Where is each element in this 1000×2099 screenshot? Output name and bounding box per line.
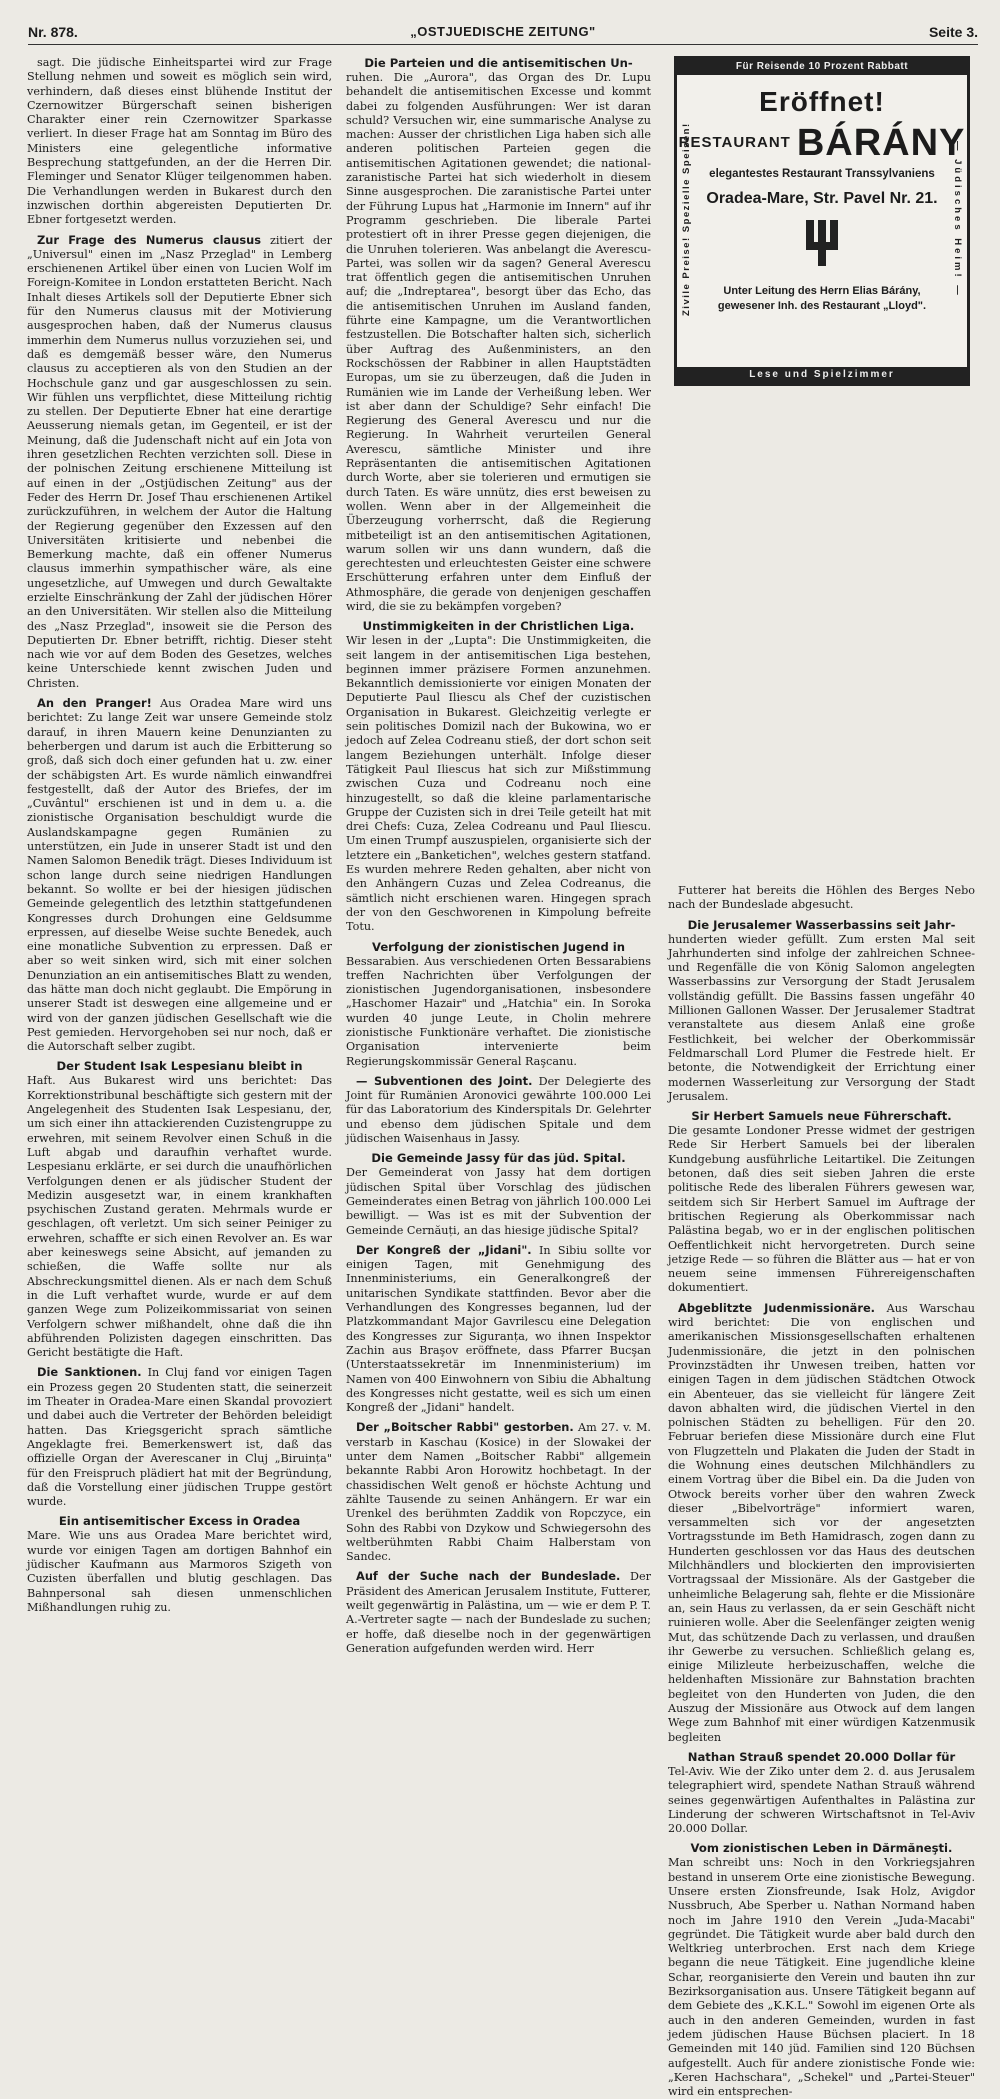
- article-text: Am 27. v. M. verstarb in Kaschau (Kosice) in der Slowakei der unter dem Namen „Boitscher Rabbi" allgemein bekannte Rabbi Aron Horowitz hochbetagt. In der chassidischen Welt genoß er höchste Achtung und zählte Tausende zu seinen Anhängern. Er war ein Urenkel des berühmten Zaddik von Ropczyce, ein Sohn des Rabbi von Dzykow und Schwiegersohn des weltberühmten Rabbi Chaim Halberstam von Sandec.: [346, 1421, 651, 1564]
- column-3-articles: [668, 884, 975, 2099]
- article: [346, 619, 651, 934]
- article-text: hunderten wieder gefüllt. Zum ersten Mal seit Jahrhunderten sind infolge der zahlreichen Schnee- und Regenfälle die von König Salomon angelegten Wasserbassins zur Versorgung der Stadt Jerusalem vollständig gefüllt. Die Bassins fassen ungefähr 40 Millionen Gallonen Wasser. Der Jerusalemer Stadtrat veranstaltete aus diesem Anlaß eine große Festlichkeit, bei welcher der Oberkommissär Feldmarschall Lord Plumer die Festrede hielt. Er betonte, die Notwendigkeit der Errichtung einer modernen Wasserleitung zur Versorgung der Stadt Jerusalem.: [668, 932, 975, 1103]
- article-text: In Cluj fand vor einigen Tagen ein Prozess gegen 20 Studenten statt, die seinerzeit im Theater in Oradea-Mare einen Skandal provoziert und dabei auch die Vertreter der Behörden beleidigt hatten. Das Kriegsgericht sprach sämtliche Angeklagte frei. Bemerkenswert ist, daß das offizielle Organ der Averescaner in Cluj „Biruința" für den Freispruch plädiert hat mit der Begründung, daß die Vorstellung einer jüdischen Truppe gestört wurde.: [27, 1366, 332, 1509]
- article: [668, 1301, 975, 1745]
- article-inline-headline: Abgeblitzte Judenmissionäre.: [678, 1300, 875, 1315]
- article-text: Tel-Aviv. Wie der Ziko unter dem 2. d. aus Jerusalem telegraphiert wird, spendete Nathan Strauß während seines gegenwärtigen Aufenthaltes in Palästina zur Linderung der schweren Wirtschaftsnot in Tel-Aviv 20.000 Dollar.: [668, 1764, 975, 1836]
- article: [27, 696, 332, 1054]
- article: [27, 1059, 332, 1360]
- article-text: Haft. Aus Bukarest wird uns berichtet: Das Korrektionstribunal beschäftigte sich gestern mit der Angelegenheit des Studenten Isak Lespesianu, der, um sich einer ihn attackierenden Cuzistengruppe zu erwehren, mit seinem Revolver einen Schuß in die Luft abgab und daraufhin verhaftet wurde. Lespesianu erklärte, er sei durch die unaufhörlichen Verfolgungen denen er als jüdischer Student der Medizin ausgesetzt war, in einem krankhaften psychischen Zustand geraten. Mehrmals wurde er geschlagen, oft verletzt. Um sich seiner Peiniger zu erwehren, schaffte er sich einen Revolver an. Es war aber keineswegs seine Absicht, auf jemanden zu schießen, die Waffe sollte nur als Abschreckungsmittel dienen. Als er nach dem Schuß in die Luft verhaftet wurde, wurde er auf dem ganzen Wege zum Polizeikommissariat von seinen Verfolgern schwer mißhandelt, ohne daß die ihn abführenden Polizisten dagegen einschritten. Das Gericht bestätigte die Haft.: [27, 1074, 332, 1360]
- column-3: [668, 56, 975, 2099]
- ad-management: [699, 284, 945, 314]
- article-body: [346, 1243, 651, 1416]
- article-headline: Die Parteien und die antisemitischen Un-: [364, 56, 633, 70]
- article-headline: Ein antisemitischer Excess in Oradea: [58, 1514, 301, 1529]
- ad-management-line-2: gewesener Inh. des Restaurant „Lloyd".: [717, 300, 927, 313]
- ad-side-text-right: — Jüdisches Heim! —: [952, 140, 963, 298]
- article-body: [27, 1529, 332, 1615]
- issue-number: Nr. 878.: [28, 24, 78, 40]
- article-text: Aus Oradea Mare wird uns berichtet: Zu lange Zeit war unsere Gemeinde stolz darauf, in ihren Mauern keine Denunzianten zu beherbergen und darum ist auch die Erbitterung so groß, daß sich doch einer gefunden hat u. zw. einer der schäbigsten Art. Es wurde nämlich einwandfrei festgestellt, daß der Autor des Briefes, der im „Cuvântul" erschienen ist und in dem u. a. die zionistische Organisation beschuldigt wurde die Auslandskampagne gegen Rumänien zu unterstützen, ein Jude in unserer Stadt ist und den Namen Salomon Benedik trägt. Dieses Individuum ist schon lange durch seine niedrigen Handlungen bekannt. So wollte er bei der hiesigen jüdischen Gemeinde gelegentlich des letzthin stattgefundenen Kongresses durch Drohungen eine Geldsumme erpressen, auf dieselbe Weise suchte Benedek, auch eine monatliche Subvention zu erpressen. Daß er aber so weit sinken wird, sich mit einer solchen Denunziation an ein antisemitisches Blatt zu wenden, das hätte man doch nicht geglaubt. Die Empörung in unserer Stadt ist deswegen eine allgemeine und er wird von der ganzen jüdischen Gesellschaft wie die Pest gemieden. Hervorgehoben sei nur noch, daß er die Autorschaft selber zugibt.: [27, 697, 333, 1054]
- article-text: Der Präsident des American Jerusalem Institute, Futterer, weilt gegenwärtig in Palästina, um — wie er dem P. T. A.-Vertreter sagte — nach der Bundeslade zu suchen; er hoffe, daß dieselbe noch in der gegenwärtigen Generation aufgefunden werden wird. Herr: [346, 1570, 651, 1655]
- article-body: [668, 1856, 975, 2099]
- column-1: [27, 56, 333, 1614]
- ad-side-text-left: Zivile Preise! Spezielle Speisen!: [681, 122, 692, 316]
- article-text: Die gesamte Londoner Presse widmet der gestrigen Rede Sir Herbert Samuels bei der liberalen Kundgebung ausführliche Leitartikel. Die Zeitungen betonen, daß dies seit sieben Jahren die erste politische Rede des liberalen Führers gewesen war, seitdem sich Sir Herbert Samuel im Auftrage der britischen Regierung als Oberkommissar nach Palästina begab, wo er in der englischen politischen Oeffentlichkeit nicht hervorgetreten. Durch seine jetzige Rede — so führen die Blätter aus — hat er von neuem seine immensen Führereigenschaften dokumentiert.: [668, 1124, 975, 1295]
- article: [346, 1074, 651, 1146]
- article-text: Der Delegierte des Joint für Rumänien Aronovici gewährte 100.000 Lei für das Laboratorium des Kinderspitals Dr. Gelehrter und ebenso dem jüdischen Spitale und dem jüdischen Waisenhaus in Jassy.: [346, 1074, 651, 1146]
- article-inline-headline: Der Kongreß der „Jidani".: [356, 1242, 532, 1257]
- article-headline: Die Jerusalemer Wasserbassins seit Jahr-: [687, 917, 956, 932]
- article-body: [27, 56, 332, 228]
- article-text: sagt. Die jüdische Einheitspartei wird zur Frage Stellung nehmen und soweit es möglich sein wird, verhindern, daß dieses einst blühende Institut der Czernowitzer Bürgerschaft seinen bisherigen Charakter einer rein Czernowitzer Sparkasse verliert. In dieser Frage hat am Sonntag im Büro des Ministers eine gelegentliche informative Besprechung stattgefunden, an der die Herren Dir. Fleminger und Senator Klüger teilgenommen haben. Die Verhandlungen werden in Bukarest durch den inzwischen dorthin abgereisten Deputierten Dr. Ebner fortgesetzt werden.: [27, 56, 332, 227]
- article: [668, 918, 975, 1105]
- article-text: Aus Warschau wird berichtet: Die von englischen und amerikanischen Missionsgesellschaften erhaltenen Judenmissionäre, die jetzt in den polnischen Provinzstädten ihr Unwesen treiben, hatten vor einigen Tagen in dem jüdischen Städtchen Otwock ein Abenteuer, das sie vielleicht für längere Zeit davon abhalten wird, die jüdischen Viertel in den polnischen Städten zu behelligen. Für den 20. Februar beriefen diese Missionäre durch eine Flut von Flugzetteln und Plakaten die Juden der Stadt in die Wohnung eines deutschen Milchhändlers zu einem Vortrag über die Bibel ein. Da die Juden von Otwock bereits vorher über den wahren Zweck dieser „Bibelvorträge" informiert waren, versammelten sich vor der angesetzten Vortragsstunde im Beth Hamidrasch, zogen dann zu Hunderten geschlossen vor das Haus des deutschen Milchhändlers und blockierten den improvisierten Vortragssaal der Missionäre. Als der Gastgeber die unheimliche Belagerung sah, flehte er die Missionäre an, sein Haus zu verlassen, da er sein Geschäft nicht ruinieren wolle. Aber die Seelenfänger zeigten wenig Mut, das schützende Dach zu verlassen, und draußen ihr Gewerbe zu versuchen. Schließlich gelang es, einige Milizleute herbeizuschaffen, welche die heldenhaften Missionäre zur Bahnstation brachten begleitet von den Hunderten von Juden, die den Auszug der Missionäre aus Otwock auf dem langen Wege zum Bahnhof mit einer würdigen Katzenmusik begleiten: [668, 1301, 975, 1744]
- article-text: ruhen. Die „Aurora", das Organ des Dr. Lupu behandelt die antisemitischen Excesse und kommt dabei zu folgenden Ausführungen: Wer ist daran schuld? Versuchen wir, eine summarische Analyse zu machen: Ausser der christlichen Liga haben sich alle anderen politischen Parteien gegen die antisemitischen Agitationen gewendet; die national-zaranistische Partei hat sich wiederholt in diesem Sinne ausgesprochen. Die zaranistische Partei unter der Führung Lupus hat „Harmonie im Innern" auf ihr Programm geschrieben. Die liberale Partei protestiert oft in ihrer Presse gegen diejenigen, die die Unruhen tolerieren. Was anbelangt die Averescu-Partei, was sollen wir da sagen? General Averescu trat öffentlich gegen die antisemitischen Unruhen auf; die „Indreptarea", besorgt über das Echo, das die antisemitischen Unruhen im Ausland fanden, führte eine Kampagne, um die Verantwortlichen festzustellen. Die Botschafter halten sich, sicherlich über Auftrag des Außenministers, an den Rockschössen der Rabbiner in allen Hauptstädten Europas, um sie zu überzeugen, daß die Juden in Rumänien wie im Lande der Verheißung leben. Wer ist aber dann der Schuldige? Sehr einfach! Die Regierung des General Averescu und nur die Regierung. In Wahrheit verurteilen General Averescu, sämtliche Minister und ihre Repräsentanten die antisemitischen Agitationen durch Worte, aber sie tolerieren und ermutigen sie durch Taten. Es wäre unnütz, dies erst beweisen zu wollen. Wenn aber in der Allgemeinheit die Überzeugung vorherrscht, daß die Regierung mitbeteiligt ist an den antisemitischen Agitationen, warum sollen wir uns dann wundern, daß die gerechtesten und erleuchtesten Geister eine schwere Erschütterung erfahren unter dem Einfluß der Athmosphäre, die gerade von denjenigen geschaffen wird, die sie zu bekämpfen vorgeben?: [346, 71, 651, 613]
- article-inline-headline: An den Pranger!: [37, 696, 152, 711]
- article-text: Mare. Wie uns aus Oradea Mare berichtet wird, wurde vor einigen Tagen am dortigen Bahnhof ein jüdischer Kaufmann aus Marmoros Szigeth von Cuzisten überfallen und blutig geschlagen. Das Bahnpersonal sah diesen unmenschlichen Mißhandlungen ruhig zu.: [27, 1529, 332, 1614]
- article-body: [668, 1301, 975, 1745]
- article: [27, 233, 332, 692]
- article-inline-headline: Zur Frage des Numerus clausus: [37, 232, 262, 247]
- ad-opening-headline: Eröffnet!: [759, 86, 885, 117]
- article-body: [346, 1166, 651, 1237]
- article-body: [346, 1569, 651, 1656]
- article-body: [346, 1074, 651, 1146]
- article-text: zitiert der „Universul" einen im „Nasz Przeglad" in Lemberg erschienenen Artikel über einen von Lucien Wolf im Foreign-Komitee in London erstatteten Bericht. Nach Inhalt dieses Artikels soll der Deputierte Ebner sich für den Numerus clausus mit der Motivierung ausgesprochen haben, daß der Numerus clausus immerhin dem Numerus nullus vorzuziehen sei, und daß es demgemäß besser wäre, den Numerus clausus zu acceptieren als von den Studien an der Hochschule ganz und gar ausgeschlossen zu sein. Wir fühlen uns verpflichtet, diese Mitteilung richtig zu stellen. Der Deputierte Ebner hat eine derartige Aeusserung niemals getan, im Gegenteil, er ist der Meinung, daß die Judenschaft nicht auf ein Jota von ihren gesetzlichen Rechten verzichten soll. Diese in der polnischen Zeitung erschienene Mitteilung ist auf einen in der „Ostjüdischen Zeitung" aus der Feder des Herrn Dr. Josef Thau erschienenen Artikel zurückzuführen, in welchem der Autor die Haltung der Regierung gegenüber den Exzessen auf den Universitäten kritisierte und nebenbei die Bemerkung machte, daß ein offener Numerus clausus immerhin sympathischer wäre, als eine ungesetzliche, auf Umwegen und durch Gewaltakte erzielte Einschränkung der Zahl der jüdischen Hörer an den Universitäten. Wir stellen also die Mitteilung des „Nasz Przeglad", insoweit sie die Person des Deputierten Dr. Ebner betrifft, richtig. Dieser steht nach wie vor auf dem Boden des Gesetzes, welches keine Unterschiede kennt zwischen Juden und Christen.: [27, 233, 333, 690]
- article-headline: Nathan Strauß spendet 20.000 Dollar für: [687, 1749, 956, 1764]
- article-body: [346, 1420, 651, 1564]
- newspaper-title: „OSTJUEDISCHE ZEITUNG": [410, 24, 596, 39]
- article-inline-headline: Auf der Suche nach der Bundeslade.: [356, 1569, 621, 1584]
- article-inline-headline: Der „Boitscher Rabbi" gestorben.: [356, 1420, 574, 1435]
- ad-address: Oradea-Mare, Str. Pavel Nr. 21.: [706, 189, 938, 207]
- article-body: [668, 1124, 975, 1296]
- article-headline: Die Gemeinde Jassy für das jüd. Spital.: [371, 1151, 626, 1166]
- article-body: [668, 1765, 975, 1836]
- article: [346, 1151, 651, 1237]
- ad-reading-room-band: Lese und Spielzimmer: [677, 367, 967, 383]
- article: [346, 56, 651, 614]
- article: [346, 1420, 651, 1564]
- ad-restaurant-word: RESTAURANT: [678, 134, 791, 152]
- article-body: [27, 233, 332, 692]
- article-text: Futterer hat bereits die Höhlen des Berges Nebo nach der Bundeslade abgesucht.: [668, 884, 975, 912]
- article-body: [668, 884, 975, 913]
- article-text: Wir lesen in der „Lupta": Die Unstimmigkeiten, die seit langem in der antisemitischen Liga bestehen, beginnen immer präzisere Formen anzunehmen. Bekanntlich demissionierte vor einigen Monaten der Deputierte Paul Iliescu als Chef der cuzistischen Organisation in Bukarest. Gleichzeitig verlegte er sein politisches Domizil nach der Bukowina, wo er jedoch auf Zelea Codreanu stieß, der dort schon seit langem Beziehungen unterhält. Infolge dieser Tätigkeit Paul Iliescus hat sich zur Mißstimmung zwischen Cuza und Codreanu noch eine hinzugestellt, so daß die kleine parlamentarische Gruppe der Cuzisten sich in drei Teile geteilt hat mit drei Chefs: Cuza, Zelea Codreanu und Paul Iliescu. Um einen Trumpf auszuspielen, organisierte sich der letztere ein „Banketichen", welches gestern statfand. Es wurden mehrere Reden gehalten, aber nicht von den Anhängern Cuzas und Zelea Codreanus, die sämtlich nicht erschienen waren. Hingegen sprach der von den Geschworenen in Kimpolung befreite Totu.: [346, 634, 651, 934]
- ad-management-line-1: Unter Leitung des Herrn Elias Bárány,: [723, 285, 921, 298]
- article: [668, 884, 975, 913]
- article-headline: Vom zionistischen Leben in Dărmăneşti.: [690, 1841, 953, 1856]
- article-body: [27, 1074, 332, 1360]
- article-text: Man schreibt uns: Noch in den Vorkriegsjahren bestand in unserem Orte eine zionistische Bewegung. Unsere ersten Zionsfreunde, Isak Holz, Avigdor Nussbruch, Abe Sperber u. Nathan Normand haben noch im Jahre 1910 den Verein „Juda-Macabi" gegründet. Die Tätigkeit wurde aber bald durch den Weltkrieg unterbrochen. Erst nach dem Kriege begann die neue Tätigkeit. Eine jugendliche kleine Schar, reorganisierte den Verein und bauten ihn zur Bezirksorganisation aus. Unsere Tätigkeit begann auf dem Gebiete des „K.K.L." Sowohl im eigenen Orte als auch in den anderen Gemeinden, wurden in fast jedem jüdischen Hause Büchsen placiert. In 18 Gemeinden mit 140 jüd. Familien sind 120 Büchsen aufgestellt. Auch für andere zionistische Fonde wie: „Keren Hachschara", „Schekel" und „Partei-Steuer" wird ein entsprechen-: [668, 1856, 975, 2099]
- ad-restaurant-line: [678, 122, 966, 165]
- article-text: Bessarabien. Aus verschiedenen Orten Bessarabiens treffen Nachrichten über Verfolgungen der zionistischen Jugendorganisationen, insbesondere „Haschomer Hazair" und „Hatchia" ein. In Soroka wurden 40 junge Leute, in Cholin mehrere zionistische Funktionäre verhaftet. Die zionistische Organisation intervenierte beim Regierungskommissär General Raşcanu.: [346, 954, 651, 1068]
- article-headline: Sir Herbert Samuels neue Führerschaft.: [691, 1109, 952, 1124]
- article-inline-headline: Die Sanktionen.: [37, 1365, 142, 1380]
- ad-restaurant-name: BÁRÁNY: [796, 122, 966, 165]
- article-body: [668, 933, 975, 1105]
- article: [668, 1109, 975, 1296]
- article: [346, 940, 651, 1069]
- ad-tagline: elegantestes Restaurant Transsylvaniens: [709, 168, 935, 181]
- article-body: [346, 71, 651, 614]
- article: [346, 1243, 651, 1416]
- article-headline: Unstimmigkeiten in der Christlichen Liga.: [362, 619, 635, 634]
- article: [27, 1365, 332, 1509]
- column-2: [346, 56, 651, 1655]
- article: [27, 56, 332, 228]
- article-body: [27, 696, 332, 1054]
- restaurant-logo-icon: [802, 220, 842, 266]
- ad-discount-band: Für Reisende 10 Prozent Rabbatt: [677, 59, 967, 75]
- article-body: [27, 1365, 332, 1509]
- article: [27, 1514, 332, 1615]
- article-inline-headline: — Subventionen des Joint.: [356, 1073, 533, 1088]
- page-number: Seite 3.: [928, 24, 978, 40]
- article-text: In Sibiu sollte vor einigen Tagen, mit Genehmigung des Innenministeriums, ein Generalkongreß der unitarischen Syndikate stattfinden. Bevor aber die Verhandlungen des Kongresses begannen, lud der Platzkommandant Major Gavrilescu eine Delegation des Kongresses zur Siguranța, wo ihnen Inspektor Zachin aus Braşov eröffnete, dass Pfarrer Bucşan (Unterstaatssekretär im Innenministerium) im Namen von 400 Einwohnern von Sibiu die Abhaltung des Kongresses nicht gestatte, weil es sich um einen Kongreß der „Jidani" handelt.: [346, 1243, 651, 1415]
- article-text: Der Gemeinderat von Jassy hat dem dortigen jüdischen Spital über Vorschlag des jüdischen Gemeinderates einen Betrag von jährlich 100.000 Lei bewilligt. — Was ist es mit der Subvention der Gemeinde Cernăuți, an das hiesige jüdische Spital?: [346, 1166, 651, 1237]
- article-headline: Der Student Isak Lespesianu bleibt in: [56, 1059, 303, 1074]
- article: [668, 1841, 975, 2099]
- article-headline: Verfolgung der zionistischen Jugend in: [371, 939, 626, 954]
- restaurant-advertisement: [674, 56, 970, 386]
- article-body: [346, 634, 651, 934]
- article: [346, 1569, 651, 1656]
- masthead: [28, 24, 978, 45]
- article-body: [346, 955, 651, 1069]
- article: [668, 1750, 975, 1836]
